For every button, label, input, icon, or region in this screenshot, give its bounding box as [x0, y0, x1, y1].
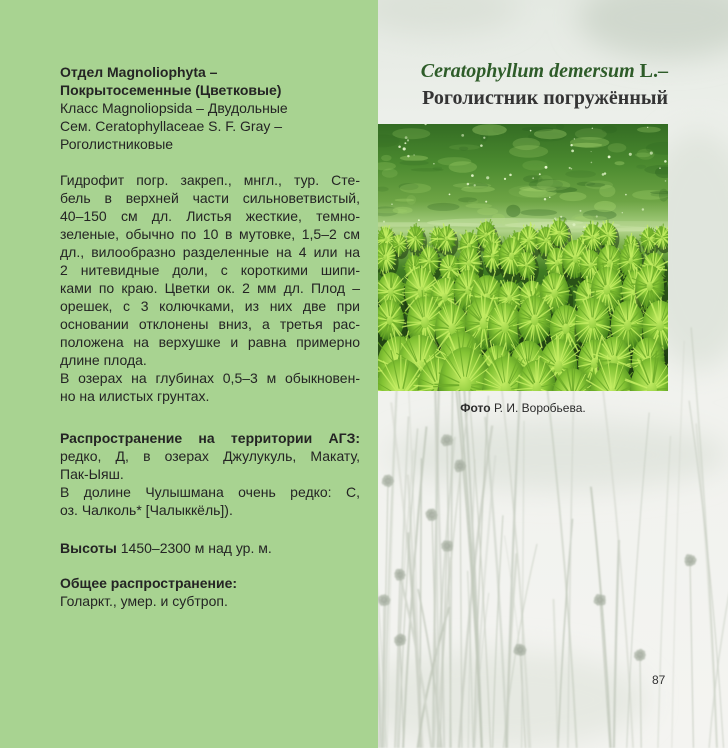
- description-line: орешек, с 3 колючками, из них две при: [60, 298, 360, 314]
- water-ripple: [381, 155, 391, 161]
- tuft-leaf: [575, 299, 586, 300]
- light-speck: [591, 162, 593, 164]
- water-ripple: [522, 127, 554, 132]
- seed-core: [457, 463, 463, 469]
- light-speck: [608, 156, 611, 159]
- tuft-leaf: [476, 390, 500, 391]
- tuft-leaf: [398, 247, 399, 257]
- water-ripple: [465, 203, 492, 208]
- water-ripple: [395, 199, 415, 202]
- tuft-leaf: [595, 263, 607, 264]
- water-ripple: [449, 144, 480, 150]
- description-line: бель в верхней части сильноветвистый,: [60, 190, 360, 206]
- description-block: [60, 171, 360, 405]
- tuft-leaf: [445, 279, 446, 293]
- tuft-leaf: [536, 362, 537, 382]
- water-ripple: [559, 192, 586, 201]
- tuft-leaf: [419, 335, 420, 360]
- water-ripple: [615, 161, 625, 165]
- light-speck: [433, 163, 435, 165]
- tuft-leaf: [561, 233, 570, 234]
- description-line: Гидрофит погр. закреп., мнгл., тур. Сте-: [60, 172, 360, 188]
- water-ripple: [449, 161, 477, 173]
- light-speck: [573, 223, 576, 226]
- description-line: длине плода.: [60, 352, 147, 368]
- tuft-leaf: [559, 258, 572, 259]
- taxonomy-block: [60, 63, 360, 153]
- altitude-label: Высоты: [60, 540, 117, 556]
- seed-core: [397, 572, 403, 578]
- light-speck: [403, 147, 406, 150]
- water-ripple: [520, 209, 557, 216]
- tuft-leaf: [421, 266, 422, 286]
- seed-core: [597, 597, 603, 603]
- light-speck: [549, 197, 550, 198]
- altitude-value: 1450–2300 м над ур. м.: [120, 540, 272, 556]
- description-line: основании отклонены вниз, а третья рас-: [60, 316, 360, 332]
- tuft-leaf: [535, 289, 536, 314]
- altitude-block: [60, 539, 360, 557]
- description-line: ками по краю. Цветки ок. 2 мм дл. Плод –: [60, 280, 360, 296]
- water-ripple: [599, 185, 615, 197]
- water-ripple: [458, 197, 477, 202]
- tuft-leaf: [486, 221, 487, 232]
- water-ripple: [392, 128, 430, 139]
- water-ripple: [565, 170, 596, 177]
- water-ripple: [522, 160, 547, 170]
- tuft-leaf: [449, 239, 457, 240]
- light-speck: [625, 194, 627, 196]
- division-line: Отдел Magnoliophyta –: [60, 64, 218, 80]
- species-title: [421, 58, 668, 112]
- light-speck: [544, 198, 546, 200]
- general-distribution-value: Голаркт., умер. и субтроп.: [60, 593, 228, 609]
- light-speck: [483, 137, 485, 139]
- seed-core: [381, 597, 387, 603]
- tuft-leaf: [378, 321, 386, 322]
- seed-core: [397, 637, 403, 643]
- tuft-leaf: [517, 233, 518, 241]
- seed-core: [637, 652, 643, 658]
- light-speck: [596, 215, 598, 217]
- light-speck: [391, 204, 392, 205]
- water-ripple: [399, 160, 428, 165]
- light-speck: [647, 127, 648, 128]
- light-speck: [467, 183, 470, 186]
- light-speck: [545, 166, 548, 169]
- light-speck: [629, 153, 632, 156]
- water-ripple: [400, 183, 431, 193]
- light-speck: [530, 130, 532, 132]
- tuft-leaf: [458, 245, 466, 246]
- light-speck: [398, 145, 401, 148]
- light-speck: [664, 160, 667, 163]
- distribution-block: [60, 429, 360, 519]
- description-line: 40–150 см дл. Листья жесткие, темно-: [60, 208, 360, 224]
- tuft-leaf: [589, 250, 590, 262]
- general-distribution-heading: Общее распространение:: [60, 575, 238, 591]
- water-ripple: [602, 126, 617, 134]
- water-ripple: [382, 168, 398, 177]
- light-speck: [642, 208, 644, 210]
- general-distribution-block: [60, 574, 360, 610]
- tuft-leaf: [640, 238, 647, 239]
- light-speck: [570, 144, 572, 146]
- light-speck: [571, 168, 573, 170]
- water-ripple: [472, 124, 507, 135]
- water-ripple: [636, 165, 646, 169]
- water-ripple: [477, 208, 498, 216]
- tuft-leaf: [455, 263, 466, 264]
- tuft-leaf: [472, 263, 481, 264]
- hornwort-tufts: [378, 218, 668, 391]
- water-ripple: [427, 203, 459, 211]
- distribution-line: редко, Д, в озерах Джулукуль, Макату,: [60, 448, 360, 464]
- light-speck: [574, 138, 575, 139]
- light-speck: [485, 201, 487, 203]
- water-ripple: [393, 207, 413, 214]
- russian-name: Роголистник погружённый: [422, 87, 668, 109]
- light-speck: [580, 210, 582, 212]
- light-speck: [569, 167, 571, 169]
- description-line: но на илистых грунтах.: [60, 388, 210, 404]
- family-name-line: Роголистниковые: [60, 136, 174, 152]
- class-line: Класс Magnoliopsida – Двудольные: [60, 100, 288, 116]
- family-line: Сем. Ceratophyllaceae S. F. Gray –: [60, 118, 283, 134]
- water-ripple: [608, 143, 627, 152]
- seed-core: [444, 543, 450, 549]
- light-speck: [659, 167, 661, 169]
- tuft-leaf: [416, 223, 417, 235]
- water-ripple: [537, 180, 571, 191]
- light-speck: [539, 173, 541, 175]
- light-speck: [622, 212, 623, 213]
- light-speck: [471, 174, 474, 177]
- light-speck: [591, 151, 592, 152]
- water-ripple: [570, 143, 602, 147]
- light-speck: [407, 155, 409, 157]
- tuft-leaf: [648, 335, 649, 356]
- caption-label: Фото: [460, 401, 491, 415]
- page-number: 87: [652, 673, 666, 687]
- water-ripple: [594, 201, 616, 212]
- water-ripple: [637, 127, 661, 133]
- tuft-leaf: [663, 240, 664, 249]
- light-speck: [461, 134, 464, 137]
- water-ripple: [411, 168, 444, 171]
- tuft-leaf: [449, 238, 457, 239]
- light-speck: [665, 180, 667, 182]
- tuft-leaf: [429, 247, 430, 258]
- tuft-leaf: [619, 260, 628, 261]
- tuft-leaf: [385, 226, 386, 236]
- light-speck: [449, 194, 451, 196]
- light-speck: [405, 136, 408, 139]
- light-speck: [509, 174, 512, 177]
- distribution-line: оз. Чалколь* [Чалыккёль]).: [60, 502, 233, 518]
- seed-core: [385, 478, 391, 484]
- water-ripple: [461, 186, 495, 192]
- tuft-leaf: [570, 323, 588, 324]
- light-speck: [532, 177, 534, 179]
- light-speck: [407, 139, 409, 141]
- light-speck: [383, 221, 385, 223]
- seed-core: [429, 512, 435, 518]
- water-ripple: [513, 138, 541, 150]
- species-author: L.–: [639, 60, 668, 82]
- tuft-leaf: [496, 298, 507, 299]
- water-ripple: [574, 216, 607, 221]
- description-line: В озерах на глубинах 0,5–3 м обыкновен-: [60, 370, 360, 386]
- tuft-leaf: [484, 256, 491, 257]
- hornwort-photo: [378, 124, 668, 391]
- light-speck: [413, 154, 414, 155]
- light-speck: [480, 144, 483, 147]
- seed-core: [687, 557, 693, 563]
- light-speck: [602, 173, 605, 176]
- light-speck: [486, 176, 489, 179]
- description-line: положена на верхушке и равна примерно: [60, 334, 360, 350]
- latin-name: Ceratophyllum demersum: [420, 60, 635, 82]
- latin-name-line: [421, 58, 668, 85]
- distribution-line: Пак-Ыяш.: [60, 466, 124, 482]
- light-speck: [474, 184, 476, 186]
- caption-author: Р. И. Воробьева.: [493, 401, 586, 415]
- light-speck: [418, 219, 420, 221]
- tuft-leaf: [661, 226, 662, 234]
- tuft-leaf: [493, 239, 494, 253]
- light-speck: [650, 152, 653, 155]
- light-speck: [504, 178, 506, 180]
- tuft-leaf: [611, 325, 624, 326]
- division-name-line: Покрытосеменные (Цветковые): [60, 82, 282, 98]
- tuft-leaf: [386, 261, 387, 273]
- tuft-leaf: [435, 384, 459, 385]
- altitude-line: [60, 539, 360, 557]
- tuft-leaf: [435, 329, 448, 330]
- distribution-line: В долине Чулышмана очень редко: С,: [60, 484, 360, 500]
- seed-core: [517, 647, 523, 653]
- description-line: 2 нитевидные доли, с короткими шипи-: [60, 262, 360, 278]
- tuft-leaf: [440, 269, 448, 270]
- description-line: дл., вилообразно разделенные на 4 или на: [60, 244, 360, 260]
- water-ripple: [586, 183, 605, 187]
- light-speck: [571, 150, 574, 153]
- seed-core: [444, 437, 450, 443]
- water-ripple: [400, 155, 428, 161]
- description-line: зеленые, обычно по 10 в мутовке, 1,5–2 см: [60, 226, 360, 242]
- water-ripple: [506, 205, 520, 217]
- tuft-leaf: [391, 273, 392, 287]
- distribution-heading: Распространение на территории АГЗ:: [60, 430, 360, 446]
- tuft-leaf: [492, 233, 493, 242]
- photo-caption: [378, 400, 668, 416]
- light-speck: [592, 128, 593, 129]
- light-speck: [404, 142, 406, 144]
